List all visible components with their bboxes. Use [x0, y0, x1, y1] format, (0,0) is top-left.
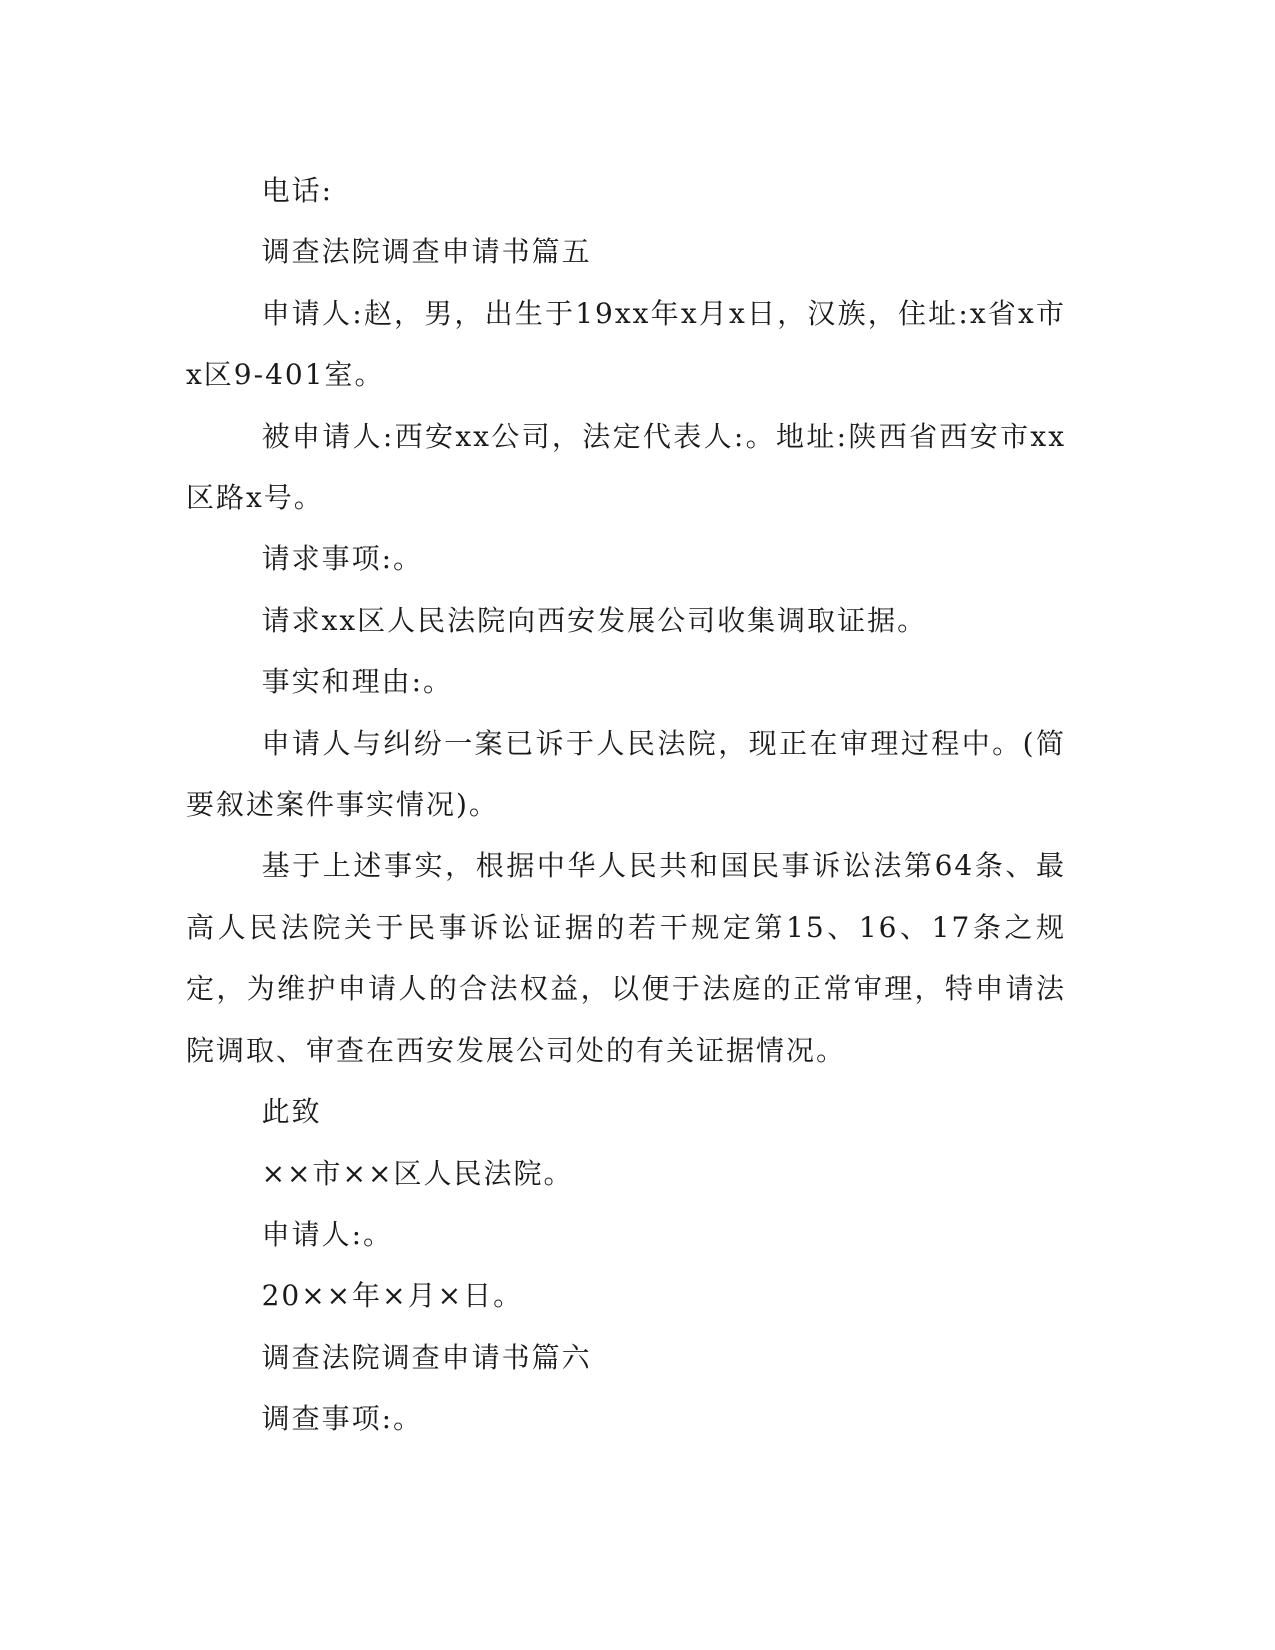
request-items-text: 请求xx区人民法院向西安发展公司收集调取证据。 — [261, 603, 928, 637]
legal-basis-text: 基于上述事实，根据中华人民共和国民事诉讼法第64条、最高人民法院关于民事诉讼证据的若干规定第15、16、17条之规定，为维护申请人的合法权益，以便于法庭的正常审理，特申请法院调取、审查在西安发展公司处的有关证据情况。 — [186, 849, 1066, 1067]
request-items-label: 请求事项:。 — [261, 542, 424, 576]
addressee-court: ××市××区人民法院。 — [261, 1156, 574, 1190]
document-body — [186, 160, 1066, 1450]
facts-text: 申请人与纠纷一案已诉于人民法院，现正在审理过程中。(简要叙述案件事实情况)。 — [186, 726, 1066, 822]
applicant-info: 申请人:赵，男，出生于19xx年x月x日，汉族，住址:x省x市x区9-401室。 — [186, 296, 1066, 392]
signature-date: 20××年×月×日。 — [261, 1279, 524, 1313]
facts-reasons-label: 事实和理由:。 — [261, 665, 454, 699]
section-heading-five: 调查法院调查申请书篇五 — [261, 235, 592, 269]
salutation: 此致 — [261, 1095, 322, 1129]
section-heading-six: 调查法院调查申请书篇六 — [261, 1340, 592, 1374]
signature-applicant: 申请人:。 — [261, 1217, 394, 1251]
respondent-info: 被申请人:西安xx公司，法定代表人:。地址:陕西省西安市xx区路x号。 — [186, 419, 1066, 515]
investigation-items-label: 调查事项:。 — [261, 1402, 424, 1436]
phone-line: 电话: — [261, 174, 334, 207]
